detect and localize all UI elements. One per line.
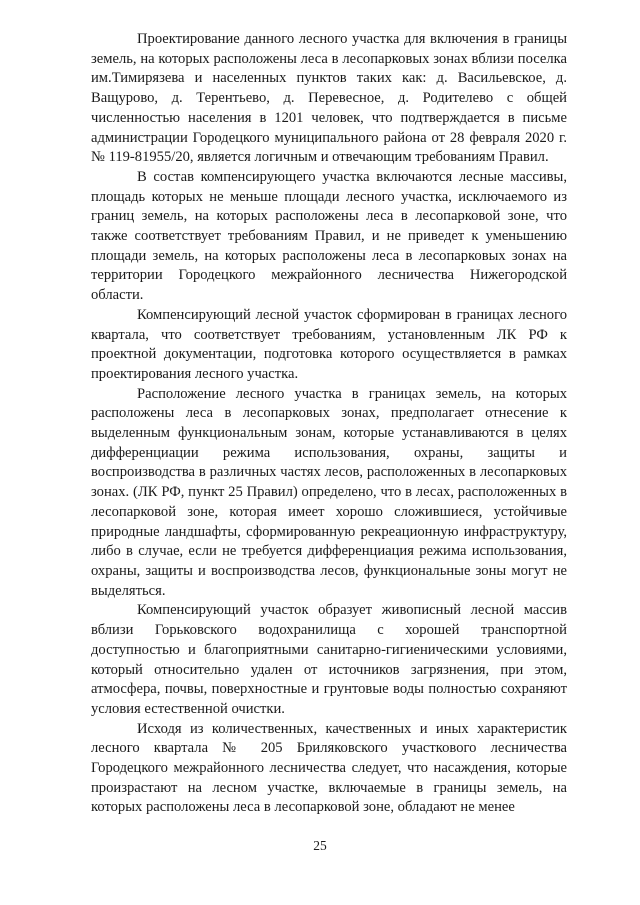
page-number: 25 bbox=[313, 838, 327, 853]
paragraph-1: Проектирование данного лесного участка для включения в границы земель, на которых расположены леса в лесопарковых зонах вблизи поселка им.Тимирязева и населенных пунктов таких как: д. Васильевское, д. Ващурово, д. Терентьево, д. Перевесное, д. Родителево с общей численностью населения в 1201 человек, что подтверждается в письме администрации Городецкого муниципального района от 28 февраля 2020 г. № 119-81955/20, является логичным и отвечающим требованиям Правил. bbox=[91, 31, 567, 166]
paragraph-6: Исходя из количественных, качественных и иных характеристик лесного квартала № 205 Бриляковского участкового лесничества Городецкого межрайонного лесничества следует, что насаждения, которые произрастают на лесном участке, включаемые в границы земель, на которых расположены леса в лесопарковой зоне, обладают не менее bbox=[91, 720, 567, 816]
paragraph-3: Компенсирующий лесной участок сформирован в границах лесного квартала, что соответствует требованиям, установленным ЛК РФ к проектной документации, подготовка которого осуществляется в рамках проектирования лесного участка. bbox=[91, 306, 567, 382]
paragraph-5: Компенсирующий участок образует живописный лесной массив вблизи Горьковского водохранилища с хорошей транспортной доступностью и благоприятными санитарно-гигиеническими условиями, который относительно удален от источников загрязнения, при этом, атмосфера, почвы, поверхностные и грунтовые воды полностью сохраняют условия естественной очистки. bbox=[91, 602, 567, 717]
paragraph-2: В состав компенсирующего участка включаются лесные массивы, площадь которых не меньше площади лесного участка, исключаемого из границ земель, на которых расположены леса в лесопарковой зоне, что также соответствует требованиям Правил, и не приведет к уменьшению площади земель, на которых расположены леса в лесопарковых зонах на территории Городецкого межрайонного лесничества Нижегородской области. bbox=[91, 168, 567, 304]
paragraph-4: Расположение лесного участка в границах земель, на которых расположены леса в лесопарковых зонах, предполагает отнесение к выделенным функциональным зонам, которые устанавливаются в целях дифференциации режима использования, охраны, защиты и воспроизводства в различных частях лесов, расположенных в лесопарковых зонах. (ЛК РФ, пункт 25 Правил) определено, что в лесах, расположенных в лесопарковой зоне, которая имеет хорошо сложившиеся, устойчивые природные ландшафты, сформированную рекреационную инфраструктуру, либо в случае, если не требуется дифференциация режима использования, охраны, защиты и воспроизводства лесов, функциональные зоны могут не выделяться. bbox=[91, 385, 567, 599]
document-body bbox=[91, 30, 567, 818]
